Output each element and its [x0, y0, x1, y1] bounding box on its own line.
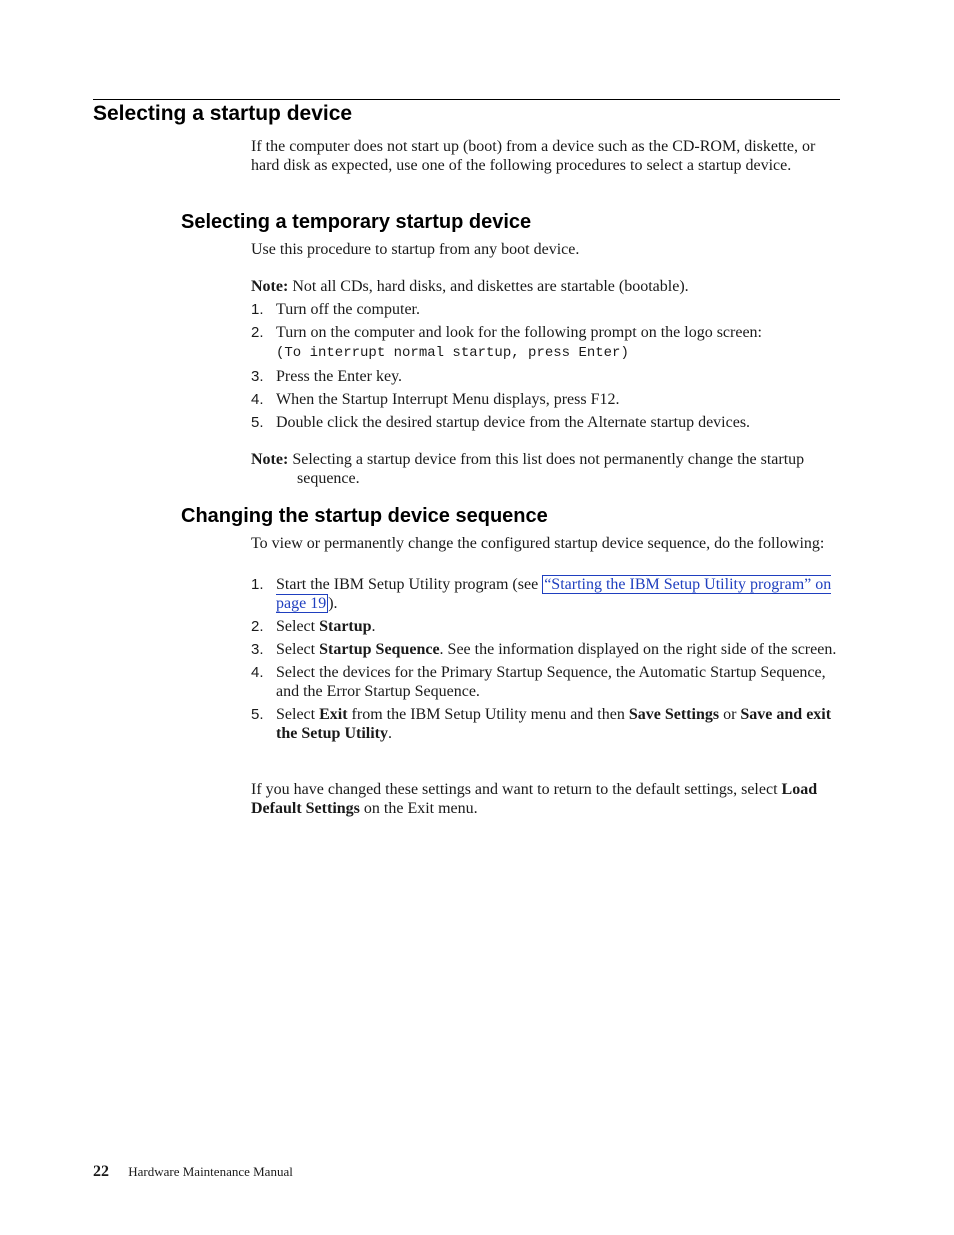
step-text: Select — [276, 641, 320, 658]
step-number: 2. — [251, 324, 264, 341]
section3-intro: To view or permanently change the configured startup device sequence, do the following: — [251, 535, 825, 552]
page-number: 22 — [93, 1163, 109, 1180]
list-item — [251, 705, 841, 743]
section2-intro: Use this procedure to startup from any boot device. — [251, 241, 580, 258]
prompt-code: (To interrupt normal startup, press Enter) — [276, 345, 629, 361]
manual-title: Hardware Maintenance Manual — [128, 1164, 293, 1179]
step-text: When the Startup Interrupt Menu displays, press F12. — [276, 391, 620, 408]
menu-name: Startup Sequence — [319, 641, 440, 658]
section-title-changing-sequence: Changing the startup device sequence — [181, 505, 548, 527]
top-rule — [93, 99, 840, 100]
step-text: . — [388, 725, 392, 742]
step-text: Turn on the computer and look for the following prompt on the logo screen: — [276, 324, 762, 341]
step-text: Select the devices for the Primary Startup Sequence, the Automatic Startup Sequence, and the Error Startup Sequence. — [276, 664, 826, 700]
list-item — [251, 575, 841, 613]
note-label: Note: — [251, 278, 289, 295]
step-number: 5. — [251, 706, 264, 723]
step-number: 2. — [251, 618, 264, 635]
list-item — [251, 390, 841, 409]
change-sequence-steps — [251, 575, 841, 747]
section-title-temporary-startup-device: Selecting a temporary startup device — [181, 211, 532, 233]
step-text: Select — [276, 706, 320, 723]
section-title-selecting-startup-device: Selecting a startup device — [93, 102, 353, 125]
list-item — [251, 300, 841, 319]
step-text: Select — [276, 618, 320, 635]
step-text: or — [719, 706, 741, 723]
menu-name: Exit — [319, 706, 348, 723]
list-item — [251, 323, 841, 363]
note-label: Note: — [251, 451, 289, 468]
menu-name: Save and exit the Setup Utility — [276, 706, 832, 742]
step-number: 4. — [251, 391, 264, 408]
closing-text: on the Exit menu. — [359, 800, 478, 817]
step-number: 4. — [251, 664, 264, 681]
note-startup-sequence — [251, 450, 841, 488]
list-item — [251, 367, 841, 386]
note-text: Selecting a startup device from this list does not permanently change the startup sequence. — [292, 451, 805, 487]
list-item — [251, 413, 841, 432]
step-text: Start the IBM Setup Utility program (see — [276, 576, 543, 593]
page-footer — [93, 1163, 293, 1181]
step-text: Turn off the computer. — [276, 301, 420, 318]
temporary-startup-steps — [251, 300, 841, 436]
step-text: Press the Enter key. — [276, 368, 403, 385]
step-number: 1. — [251, 301, 264, 318]
closing-text: If you have changed these settings and want to return to the default settings, select — [251, 781, 782, 798]
step-number: 3. — [251, 641, 264, 658]
step-text: ). — [328, 595, 338, 612]
step-text: Double click the desired startup device from the Alternate startup devices. — [276, 414, 751, 431]
step-number: 5. — [251, 414, 264, 431]
menu-name: Load Default Settings — [251, 781, 818, 817]
menu-name: Startup — [319, 618, 372, 635]
note-text: Not all CDs, hard disks, and diskettes are startable (bootable). — [292, 278, 689, 295]
list-item — [251, 663, 841, 701]
step-text: . — [371, 618, 376, 635]
list-item — [251, 640, 841, 659]
note-bootable — [251, 277, 841, 296]
step-number: 1. — [251, 576, 264, 593]
step-text: . See the information displayed on the right side of the screen. — [439, 641, 837, 658]
setup-utility-link[interactable]: “Starting the IBM Setup Utility program” on page 19 — [276, 576, 832, 612]
step-number: 3. — [251, 368, 264, 385]
menu-name: Save Settings — [628, 706, 720, 723]
section1-intro: If the computer does not start up (boot) from a device such as the CD-ROM, diskette, or hard disk as expected, use one of the following procedures to select a startup device. — [251, 138, 816, 174]
list-item — [251, 617, 841, 636]
step-text: from the IBM Setup Utility menu and then — [347, 706, 629, 723]
closing-paragraph — [251, 780, 841, 818]
